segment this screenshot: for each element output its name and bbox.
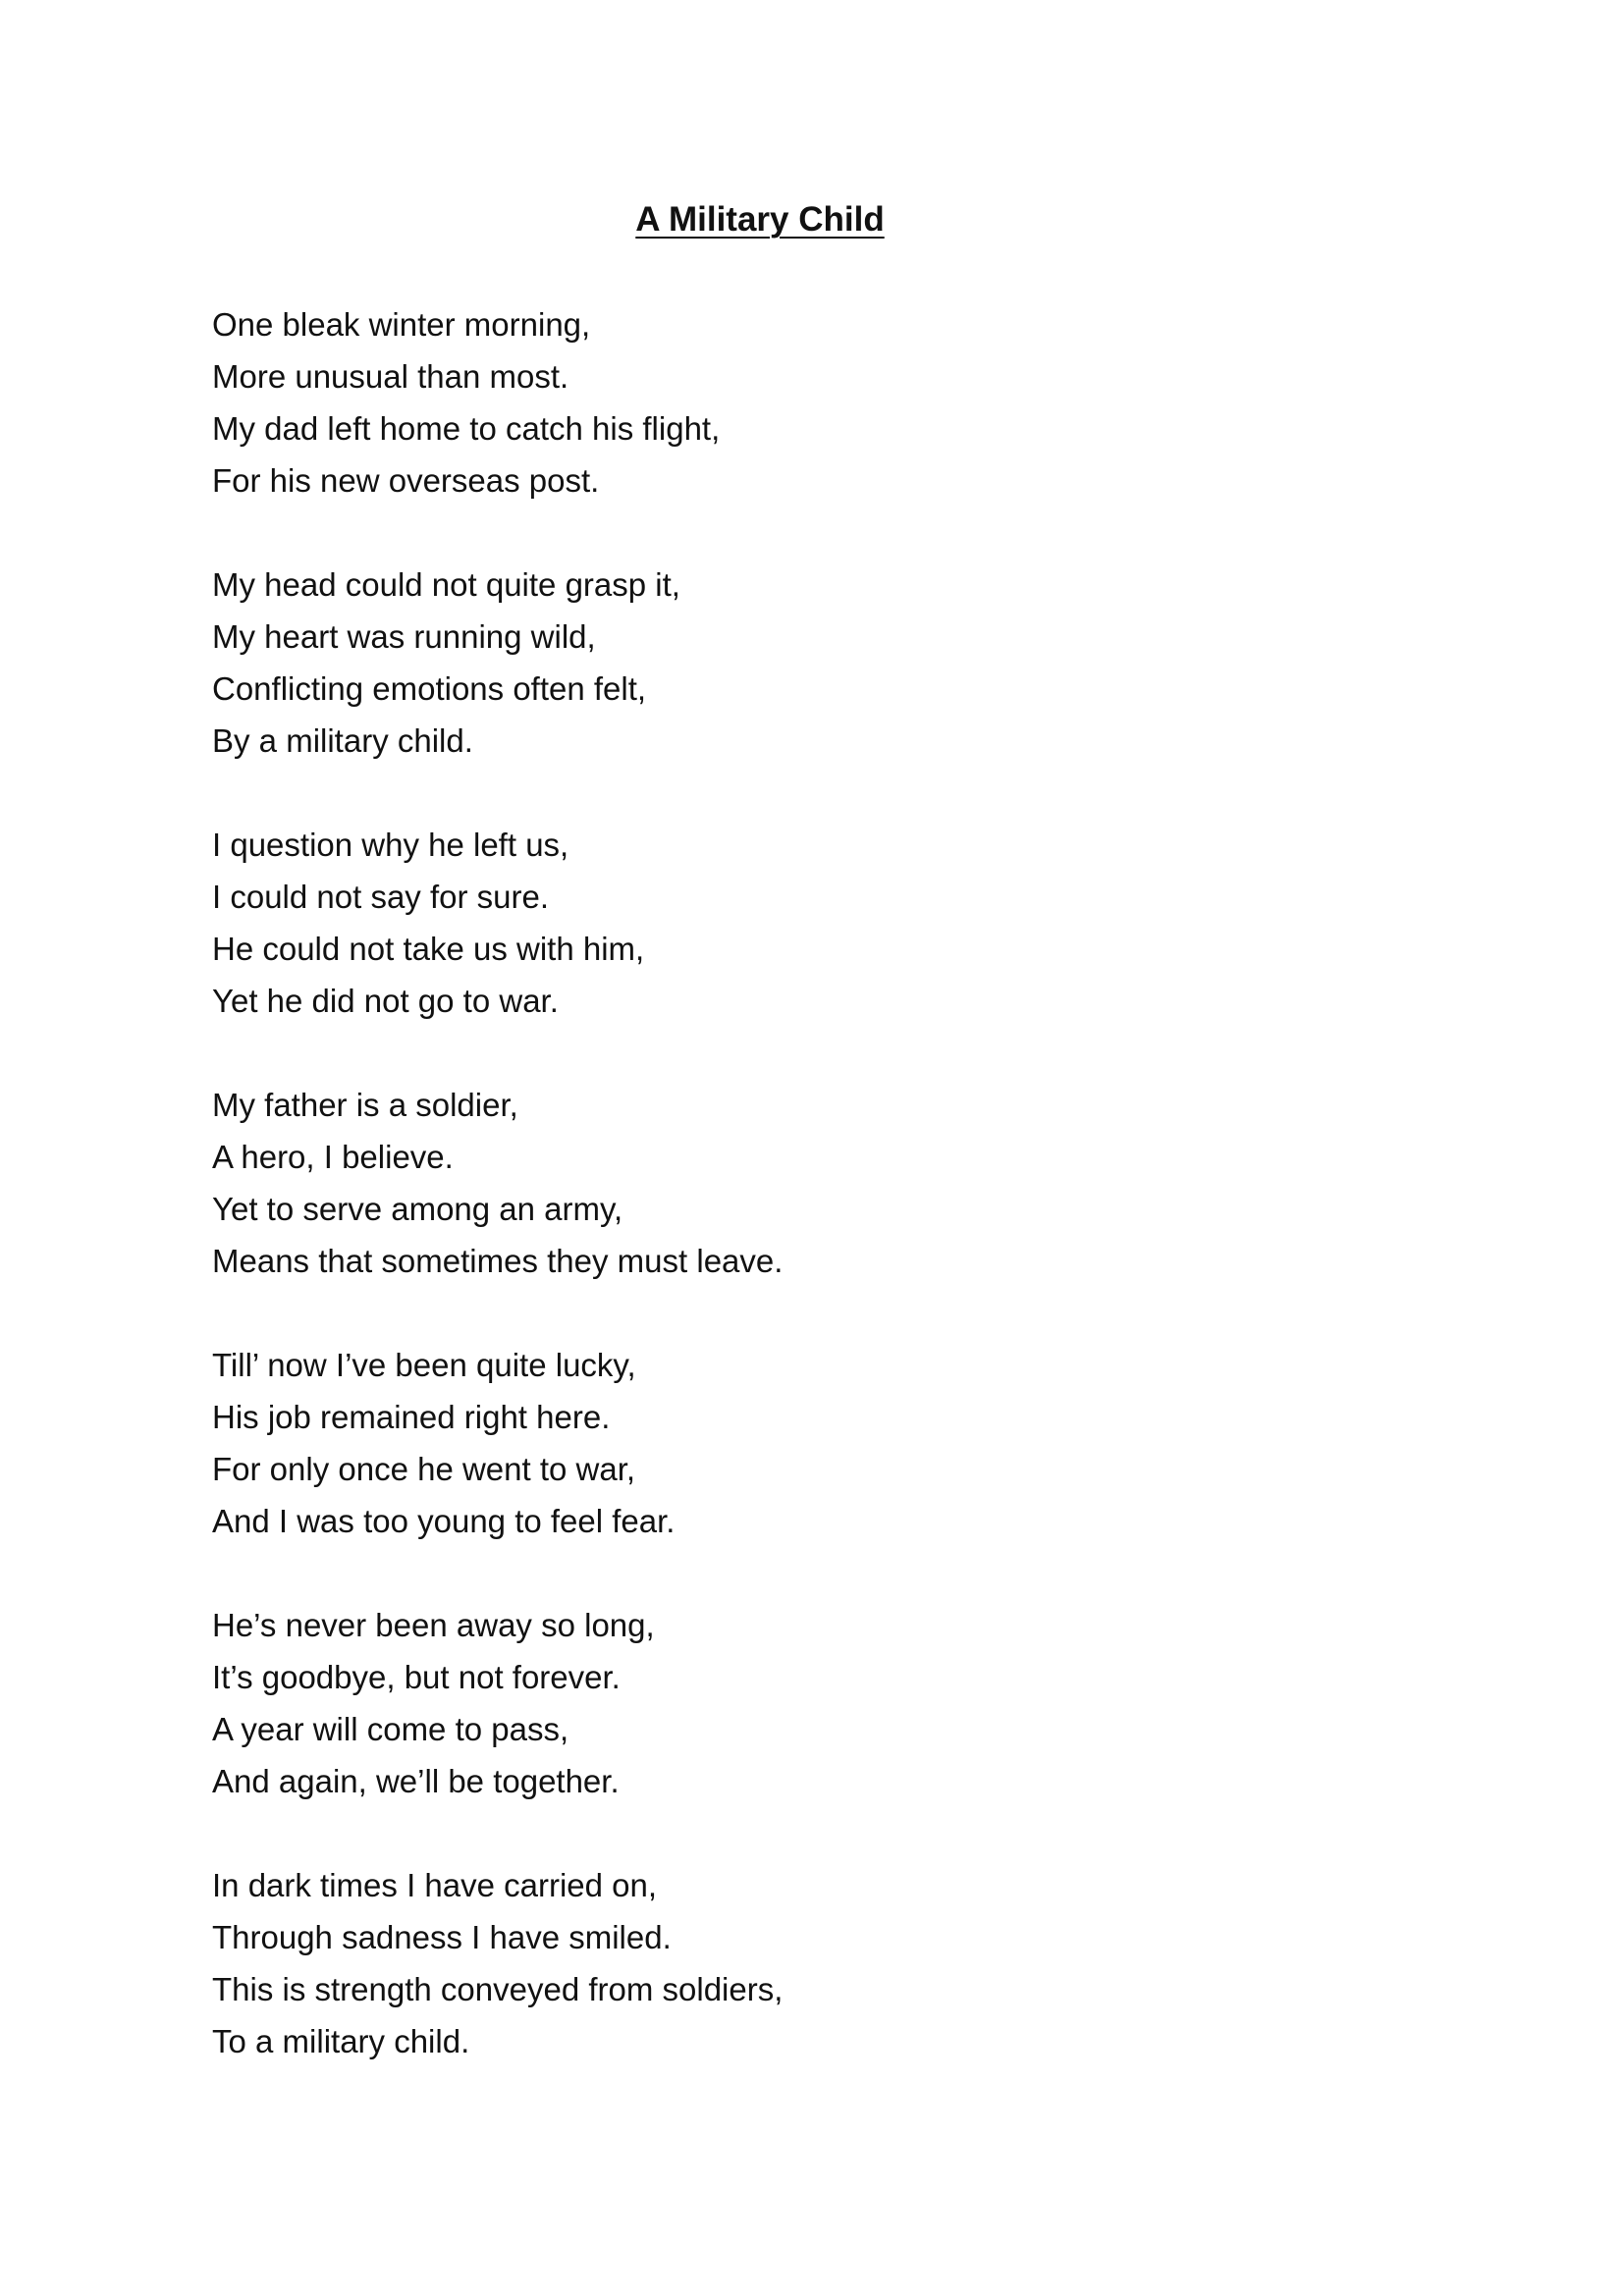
poem-line: A hero, I believe. bbox=[212, 1139, 454, 1175]
poem-line: And again, we’ll be together. bbox=[212, 1763, 620, 1799]
poem-line: My heart was running wild, bbox=[212, 618, 596, 655]
stanza-1 bbox=[212, 298, 1390, 507]
poem-line: To a military child. bbox=[212, 2023, 470, 2059]
stanza-7 bbox=[212, 1859, 1390, 2067]
stanza-5 bbox=[212, 1339, 1390, 1547]
poem-line: Through sadness I have smiled. bbox=[212, 1919, 672, 1955]
poem-line: By a military child. bbox=[212, 722, 473, 759]
poem-line: A year will come to pass, bbox=[212, 1711, 569, 1747]
poem-line: For only once he went to war, bbox=[212, 1451, 636, 1487]
poem-line: My dad left home to catch his flight, bbox=[212, 410, 721, 447]
stanza-3 bbox=[212, 819, 1390, 1027]
poem-line: My head could not quite grasp it, bbox=[212, 566, 680, 603]
poem-line: In dark times I have carried on, bbox=[212, 1867, 658, 1903]
poem-line: His job remained right here. bbox=[212, 1399, 611, 1435]
poem-line: And I was too young to feel fear. bbox=[212, 1503, 676, 1539]
poem-line: For his new overseas post. bbox=[212, 462, 600, 499]
poem-title: A Military Child bbox=[635, 200, 885, 239]
poem-line: He’s never been away so long, bbox=[212, 1607, 655, 1643]
poem-line: He could not take us with him, bbox=[212, 931, 645, 967]
stanza-6 bbox=[212, 1599, 1390, 1807]
poem-line: Means that sometimes they must leave. bbox=[212, 1243, 784, 1279]
poem-line: Yet he did not go to war. bbox=[212, 983, 559, 1019]
poem-line: One bleak winter morning, bbox=[212, 306, 591, 343]
poem-line: More unusual than most. bbox=[212, 358, 569, 395]
poem-line: Yet to serve among an army, bbox=[212, 1191, 623, 1227]
poem-line: I question why he left us, bbox=[212, 827, 569, 863]
poem-line: Till’ now I’ve been quite lucky, bbox=[212, 1347, 636, 1383]
stanza-2 bbox=[212, 559, 1390, 767]
poem-line: Conflicting emotions often felt, bbox=[212, 670, 647, 707]
stanza-4 bbox=[212, 1079, 1390, 1287]
poem-line: This is strength conveyed from soldiers, bbox=[212, 1971, 784, 2007]
poem-line: It’s goodbye, but not forever. bbox=[212, 1659, 621, 1695]
poem-line: My father is a soldier, bbox=[212, 1087, 518, 1123]
poem-line: I could not say for sure. bbox=[212, 879, 550, 915]
